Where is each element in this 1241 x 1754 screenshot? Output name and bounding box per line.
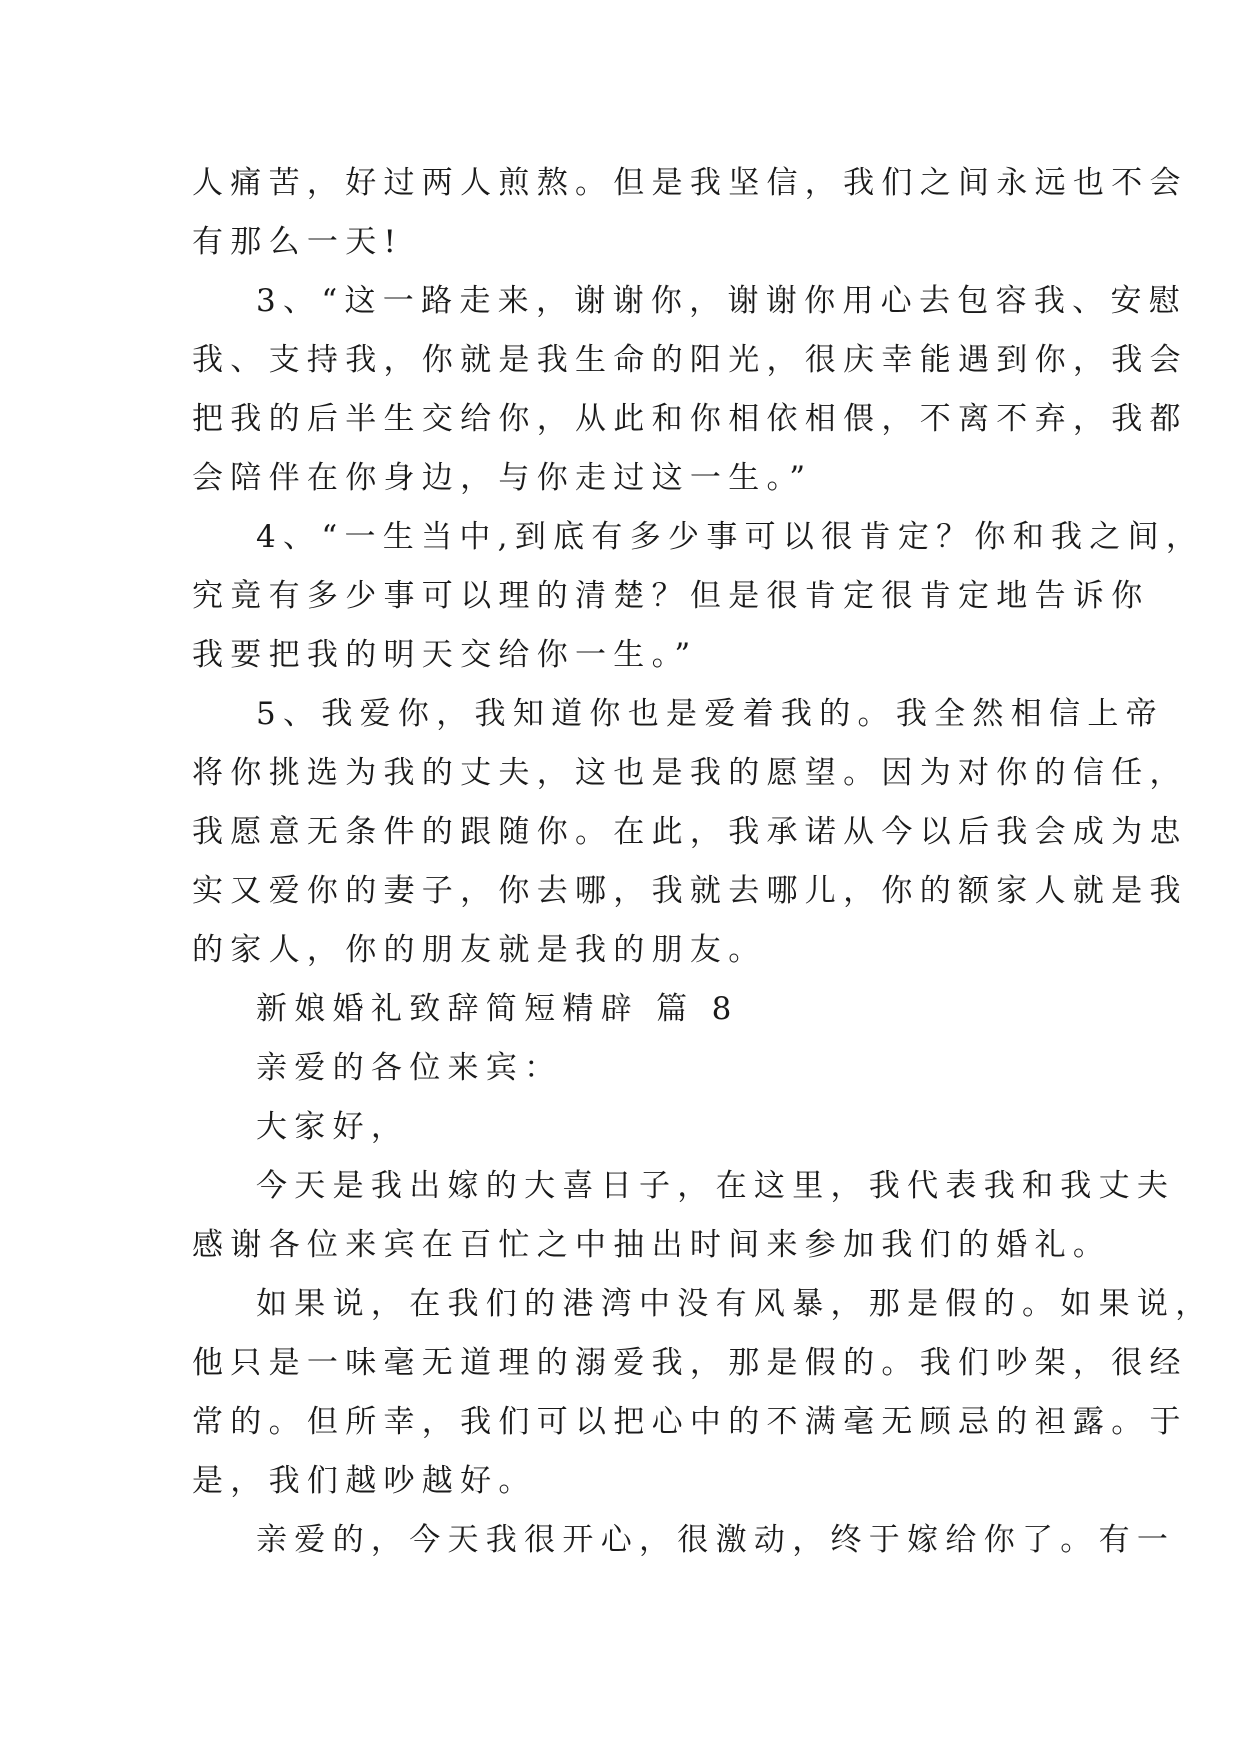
text-line: 如果说，在我们的港湾中没有风暴，那是假的。如果说，	[256, 1286, 1214, 1322]
text-line: 实又爱你的妻子，你去哪，我就去哪儿，你的额家人就是我	[192, 873, 1188, 909]
salutation: 亲爱的各位来宾：	[256, 1050, 563, 1086]
section-heading: 新娘婚礼致辞简短精辟 篇 8	[256, 991, 739, 1027]
text-line: 究竟有多少事可以理的清楚？但是很肯定很肯定地告诉你	[192, 578, 1150, 614]
text-line: 我愿意无条件的跟随你。在此，我承诺从今以后我会成为忠	[192, 814, 1188, 850]
text-line: 今天是我出嫁的大喜日子，在这里，我代表我和我丈夫	[256, 1168, 1176, 1204]
text-line: 感谢各位来宾在百忙之中抽出时间来参加我们的婚礼。	[192, 1227, 1112, 1263]
text-line: 他只是一味毫无道理的溺爱我，那是假的。我们吵架，很经	[192, 1345, 1188, 1381]
text-line: 是，我们越吵越好。	[192, 1463, 537, 1499]
greeting: 大家好，	[256, 1109, 410, 1145]
text-line: 常的。但所幸，我们可以把心中的不满毫无顾忌的袒露。于	[192, 1404, 1188, 1440]
text-line: 的家人，你的朋友就是我的朋友。	[192, 932, 767, 968]
text-line: 把我的后半生交给你，从此和你相依相偎，不离不弃，我都	[192, 401, 1188, 437]
text-line: 亲爱的，今天我很开心，很激动，终于嫁给你了。有一	[256, 1522, 1176, 1558]
document-body	[192, 154, 1214, 1570]
text-line: 3、“这一路走来，谢谢你，谢谢你用心去包容我、安慰	[256, 283, 1188, 319]
text-line: 我、支持我，你就是我生命的阳光，很庆幸能遇到你，我会	[192, 342, 1188, 378]
text-line: 5、我爱你，我知道你也是爱着我的。我全然相信上帝	[256, 696, 1164, 732]
text-line: 有那么一天!	[192, 224, 404, 260]
text-line: 我要把我的明天交给你一生。”	[192, 637, 698, 673]
text-line: 人痛苦，好过两人煎熬。但是我坚信，我们之间永远也不会	[192, 165, 1188, 201]
text-line: 会陪伴在你身边，与你走过这一生。”	[192, 460, 813, 496]
text-line: 将你挑选为我的丈夫，这也是我的愿望。因为对你的信任，	[192, 755, 1188, 791]
text-line: 4、“一生当中,到底有多少事可以很肯定？你和我之间，	[256, 519, 1205, 555]
